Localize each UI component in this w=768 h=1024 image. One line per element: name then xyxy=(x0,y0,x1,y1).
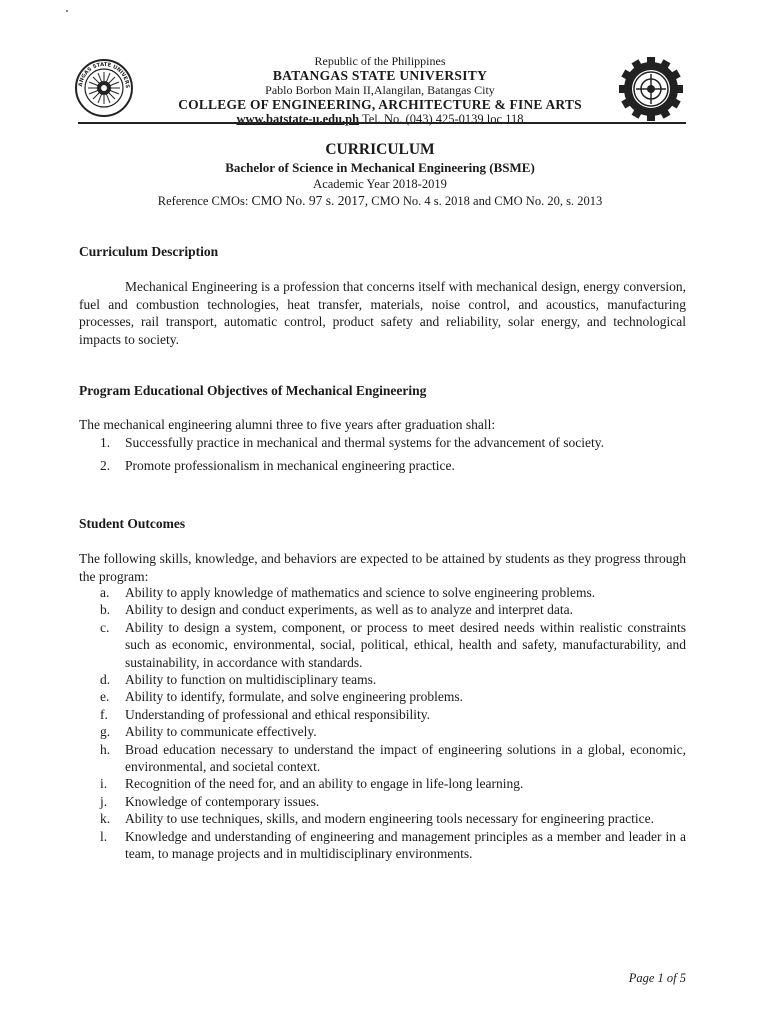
seal-text: ANGAS STATE UNIVERS xyxy=(77,61,131,89)
page-number: Page 1 of 5 xyxy=(628,971,686,985)
list-marker: d. xyxy=(100,672,111,688)
outcome-item xyxy=(79,688,686,705)
description-heading: Curriculum Description xyxy=(79,244,219,259)
outcome-item xyxy=(79,671,686,688)
academic-year: Academic Year 2018-2019 xyxy=(313,177,447,191)
objectives-intro: The mechanical engineering alumni three to five years after graduation shall: xyxy=(79,417,496,432)
university-seal-icon xyxy=(74,58,134,118)
list-item-text: Knowledge of contemporary issues. xyxy=(125,793,320,809)
outcome-item xyxy=(79,706,686,723)
outcome-item xyxy=(79,619,686,671)
scan-speck xyxy=(66,10,68,12)
outcome-item xyxy=(79,810,686,827)
outcome-item xyxy=(79,828,686,863)
reference-label: Reference CMOs: xyxy=(157,194,249,208)
university-name: BATANGAS STATE UNIVERSITY xyxy=(272,68,488,83)
list-marker: e. xyxy=(100,689,110,705)
college-name: COLLEGE OF ENGINEERING, ARCHITECTURE & FINE ARTS xyxy=(178,97,582,112)
outcome-item xyxy=(79,775,686,792)
list-item-text: Ability to identify, formulate, and solve engineering problems. xyxy=(125,689,464,705)
list-item-text: Broad education necessary to understand the impact of engineering solutions in a global, economic, environmental, and societal context. xyxy=(125,741,686,775)
reference-cmo-primary: CMO No. 97 s. 2017, xyxy=(251,193,369,208)
objective-item xyxy=(79,431,686,454)
list-item-text: Ability to communicate effectively. xyxy=(125,724,317,740)
list-marker: h. xyxy=(100,741,111,757)
objectives-list xyxy=(79,431,686,477)
telephone: Tel. No. (043) 425-0139 loc 118 xyxy=(362,112,524,126)
list-item-text: Ability to function on multidisciplinary teams. xyxy=(125,672,377,688)
list-item-text: Successfully practice in mechanical and thermal systems for the advancement of society. xyxy=(125,435,604,450)
list-item-text: Ability to apply knowledge of mathematics and science to solve engineering problems. xyxy=(125,585,596,600)
list-item-text: Ability to use techniques, skills, and modern engineering tools necessary for engineering practice. xyxy=(125,811,654,827)
website-link[interactable]: www.batstate-u.edu.ph xyxy=(236,112,360,126)
list-marker: 1. xyxy=(100,435,111,450)
outcome-item xyxy=(79,584,686,601)
list-marker: k. xyxy=(100,811,111,827)
objective-item xyxy=(79,454,686,477)
contact-line xyxy=(150,112,610,127)
outcome-item xyxy=(79,723,686,740)
list-marker: f. xyxy=(100,706,108,722)
list-marker: g. xyxy=(100,724,111,740)
outcomes-intro: The following skills, knowledge, and behaviors are expected to be attained by students as they progress through the program: xyxy=(79,551,686,584)
header-divider xyxy=(78,122,686,124)
list-item-text: Knowledge and understanding of engineering and management principles as a member and leader in a team, to manage projects and in multidisciplinary environments. xyxy=(125,828,686,862)
list-item-text: Understanding of professional and ethical responsibility. xyxy=(125,706,431,722)
list-item-text: Ability to design and conduct experiments, as well as to analyze and interpret data. xyxy=(125,602,573,618)
objectives-heading: Program Educational Objectives of Mechanical Engineering xyxy=(79,383,427,398)
list-marker: b. xyxy=(100,602,111,618)
list-item-text: Recognition of the need for, and an ability to engage in life-long learning. xyxy=(125,776,524,792)
program-name: Bachelor of Science in Mechanical Engineering (BSME) xyxy=(225,160,535,175)
republic-line: Republic of the Philippines xyxy=(314,54,446,68)
reference-cmos xyxy=(60,192,700,210)
curriculum-title: CURRICULUM xyxy=(325,141,435,158)
list-item-text: Ability to design a system, component, or process to meet desired needs within realistic constraints such as economic, environmental, social, political, ethical, health and safety, manufacturability, and sustainability, in accordance with standards. xyxy=(125,619,686,670)
university-address: Pablo Borbon Main II,Alangilan, Batangas City xyxy=(265,83,495,97)
reference-cmo-rest: CMO No. 4 s. 2018 and CMO No. 20, s. 2013 xyxy=(371,194,603,208)
list-marker: j. xyxy=(100,793,108,809)
list-marker: c. xyxy=(100,619,110,635)
list-marker: l. xyxy=(100,828,108,844)
college-gear-seal-icon xyxy=(616,54,686,124)
outcome-item xyxy=(79,793,686,810)
outcomes-heading: Student Outcomes xyxy=(79,516,186,531)
list-marker: 2. xyxy=(100,458,111,473)
list-item-text: Promote professionalism in mechanical engineering practice. xyxy=(125,458,455,473)
outcomes-list xyxy=(79,584,686,863)
curriculum-title-block xyxy=(60,141,700,210)
description-text: Mechanical Engineering is a profession that concerns itself with mechanical design, energy conversion, fuel and combustion technologies, heat transfer, materials, noise control, and acoustics, manufacturing processes, rail transport, automatic control, product safety and reliability, solar energy, and technological impacts to society. xyxy=(79,279,686,347)
list-marker: a. xyxy=(100,585,110,600)
outcome-item xyxy=(79,601,686,618)
letterhead-text xyxy=(150,54,610,127)
list-marker: i. xyxy=(100,776,108,792)
outcome-item xyxy=(79,741,686,776)
letterhead xyxy=(60,52,690,124)
